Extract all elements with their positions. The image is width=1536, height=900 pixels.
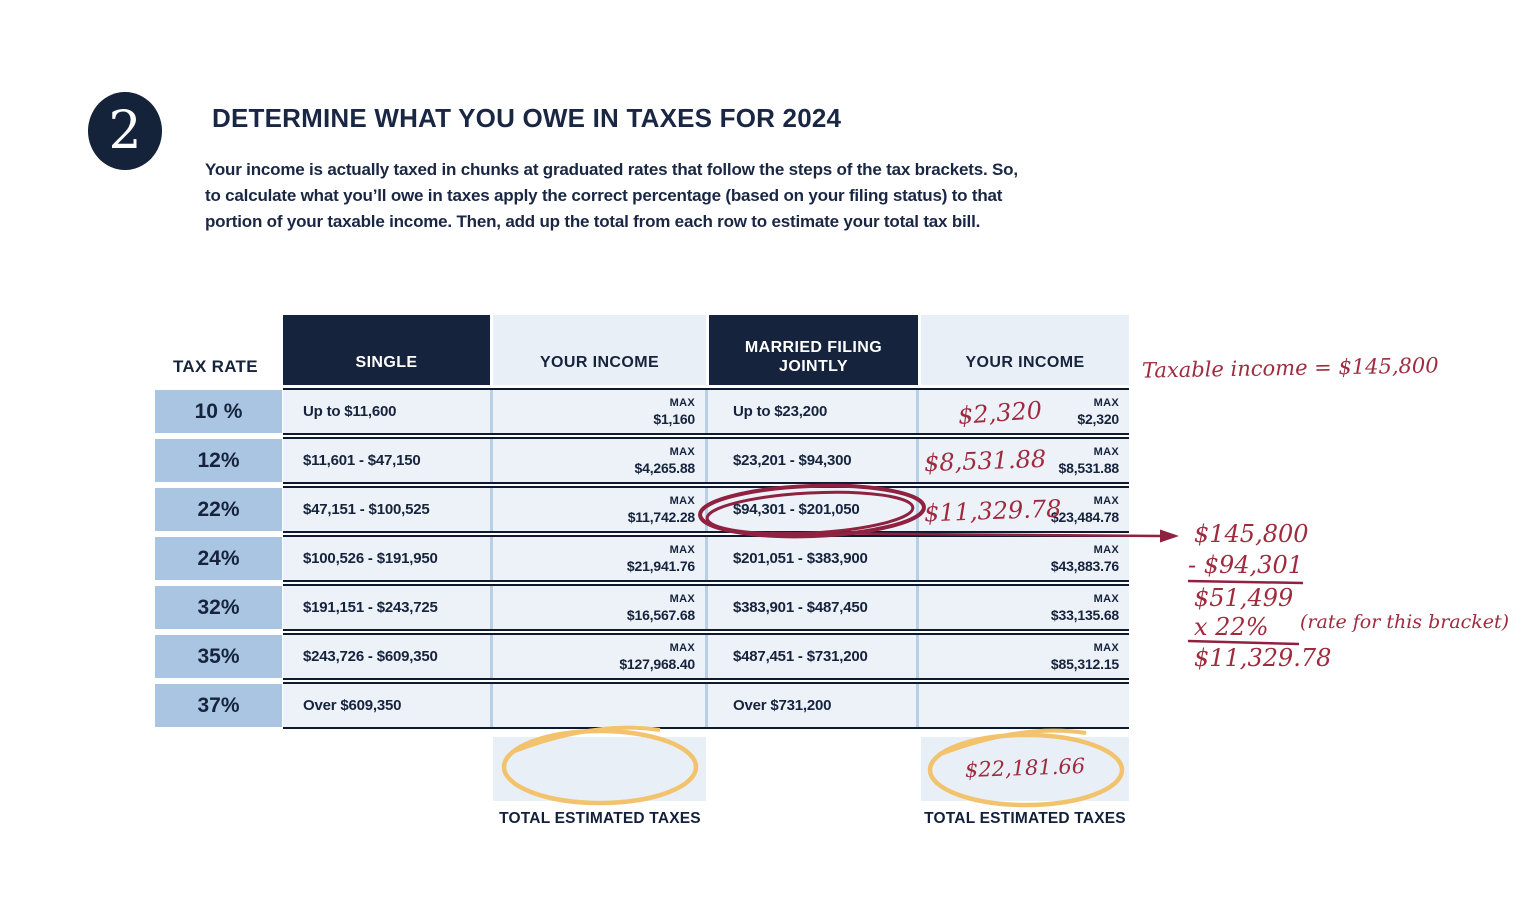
tax-rate-cell: 12% xyxy=(155,439,282,482)
handwritten-tax-22pct: $11,329.78 xyxy=(923,494,1062,528)
married-income-cell xyxy=(916,586,1129,629)
handwritten-tax-10pct: $2,320 xyxy=(957,396,1043,430)
max-value: $4,265.88 xyxy=(634,459,695,476)
single-total-box xyxy=(493,737,706,801)
max-value: $33,135.68 xyxy=(1050,606,1119,623)
max-value: $8,531.88 xyxy=(1058,459,1119,476)
handwritten-calc-difference: $51,499 xyxy=(1194,584,1294,612)
max-value: $85,312.15 xyxy=(1050,655,1119,672)
single-income-cell xyxy=(490,439,705,482)
column-header-tax-rate: TAX RATE xyxy=(173,357,258,376)
tax-rate-cell: 24% xyxy=(155,537,282,580)
handwritten-calc-result: $11,329.78 xyxy=(1194,644,1332,672)
max-value: $127,968.40 xyxy=(619,655,695,672)
column-header-your-income-married: YOUR INCOME xyxy=(921,315,1129,385)
single-income-cell xyxy=(490,635,705,678)
married-income-cell xyxy=(916,684,1129,727)
page-title: DETERMINE WHAT YOU OWE IN TAXES FOR 2024 xyxy=(212,103,842,133)
handwritten-tax-12pct: $8,531.88 xyxy=(923,444,1047,478)
max-label: MAX xyxy=(1093,592,1119,605)
column-header-your-income-single: YOUR INCOME xyxy=(493,315,706,385)
max-label: MAX xyxy=(1093,641,1119,654)
max-value: $23,484.78 xyxy=(1050,508,1119,525)
single-income-cell xyxy=(490,488,705,531)
married-bracket-cell: $383,901 - $487,450 xyxy=(705,586,916,629)
single-income-cell xyxy=(490,586,705,629)
single-bracket-cell: $191,151 - $243,725 xyxy=(303,599,438,616)
calc-underline-subtraction xyxy=(1188,581,1303,583)
max-label: MAX xyxy=(669,396,695,409)
single-bracket-cell: $100,526 - $191,950 xyxy=(303,550,438,567)
married-bracket-cell: $94,301 - $201,050 xyxy=(705,488,916,531)
tax-rate-cell: 22% xyxy=(155,488,282,531)
column-header-married-filing-jointly: MARRIED FILING JOINTLY xyxy=(709,315,918,385)
max-label: MAX xyxy=(1093,543,1119,556)
intro-line-1: Your income is actually taxed in chunks at graduated rates that follow the steps of the tax brackets. So, xyxy=(205,160,1018,179)
max-value: $1,160 xyxy=(653,410,695,427)
married-bracket-cell: $487,451 - $731,200 xyxy=(705,635,916,678)
married-income-cell xyxy=(916,635,1129,678)
single-bracket-cell: $243,726 - $609,350 xyxy=(303,648,438,665)
max-label: MAX xyxy=(669,641,695,654)
table-row xyxy=(283,682,1129,729)
max-label: MAX xyxy=(669,445,695,458)
max-value: $2,320 xyxy=(1077,410,1119,427)
tax-rate-cell: 37% xyxy=(155,684,282,727)
single-bracket-cell: Up to $11,600 xyxy=(303,403,397,420)
step-number-badge xyxy=(88,92,162,170)
max-label: MAX xyxy=(669,592,695,605)
step-number: 2 xyxy=(108,101,142,161)
handwritten-taxable-income-note: Taxable income = $145,800 xyxy=(1141,353,1439,383)
max-value: $11,742.28 xyxy=(627,508,695,525)
married-bracket-cell: $23,201 - $94,300 xyxy=(705,439,916,482)
max-label: MAX xyxy=(1093,445,1119,458)
max-value: $21,941.76 xyxy=(626,557,695,574)
single-bracket-cell: Over $609,350 xyxy=(303,697,402,714)
table-row xyxy=(283,535,1129,582)
tax-rate-cell: 32% xyxy=(155,586,282,629)
max-label: MAX xyxy=(1093,396,1119,409)
max-label: MAX xyxy=(1093,494,1119,507)
max-label: MAX xyxy=(669,543,695,556)
handwritten-calc-rate-note: (rate for this bracket) xyxy=(1300,611,1510,633)
column-header-single: SINGLE xyxy=(283,315,490,385)
married-total-label: TOTAL ESTIMATED TAXES xyxy=(924,810,1126,827)
single-bracket-cell: $47,151 - $100,525 xyxy=(303,501,430,518)
table-row xyxy=(283,633,1129,680)
single-bracket-cell: $11,601 - $47,150 xyxy=(303,452,421,469)
married-bracket-cell: Up to $23,200 xyxy=(705,390,916,433)
handwritten-calc-income: $145,800 xyxy=(1194,520,1309,548)
married-bracket-cell: $201,051 - $383,900 xyxy=(705,537,916,580)
intro-line-3: portion of your taxable income. Then, add up the total from each row to estimate your total tax bill. xyxy=(205,212,981,231)
handwritten-married-total: $22,181.66 xyxy=(964,753,1086,783)
max-value: $43,883.76 xyxy=(1050,557,1119,574)
max-value: $16,567.68 xyxy=(626,606,695,623)
intro-line-2: to calculate what you’ll owe in taxes apply the correct percentage (based on your filing status) to that xyxy=(205,186,1003,205)
married-bracket-cell: Over $731,200 xyxy=(705,684,916,727)
single-income-cell xyxy=(490,390,705,433)
tax-rate-cell: 10 % xyxy=(155,390,282,433)
intro-paragraph xyxy=(205,157,1018,235)
handwritten-calc-rate-multiplier: x 22% xyxy=(1194,613,1269,641)
tax-rate-cell: 35% xyxy=(155,635,282,678)
single-total-label: TOTAL ESTIMATED TAXES xyxy=(499,810,701,827)
single-income-cell xyxy=(490,684,705,727)
max-label: MAX xyxy=(669,494,695,507)
table-row xyxy=(283,584,1129,631)
married-income-cell xyxy=(916,537,1129,580)
handwritten-calc-minus-threshold: - $94,301 xyxy=(1188,551,1303,579)
single-income-cell xyxy=(490,537,705,580)
